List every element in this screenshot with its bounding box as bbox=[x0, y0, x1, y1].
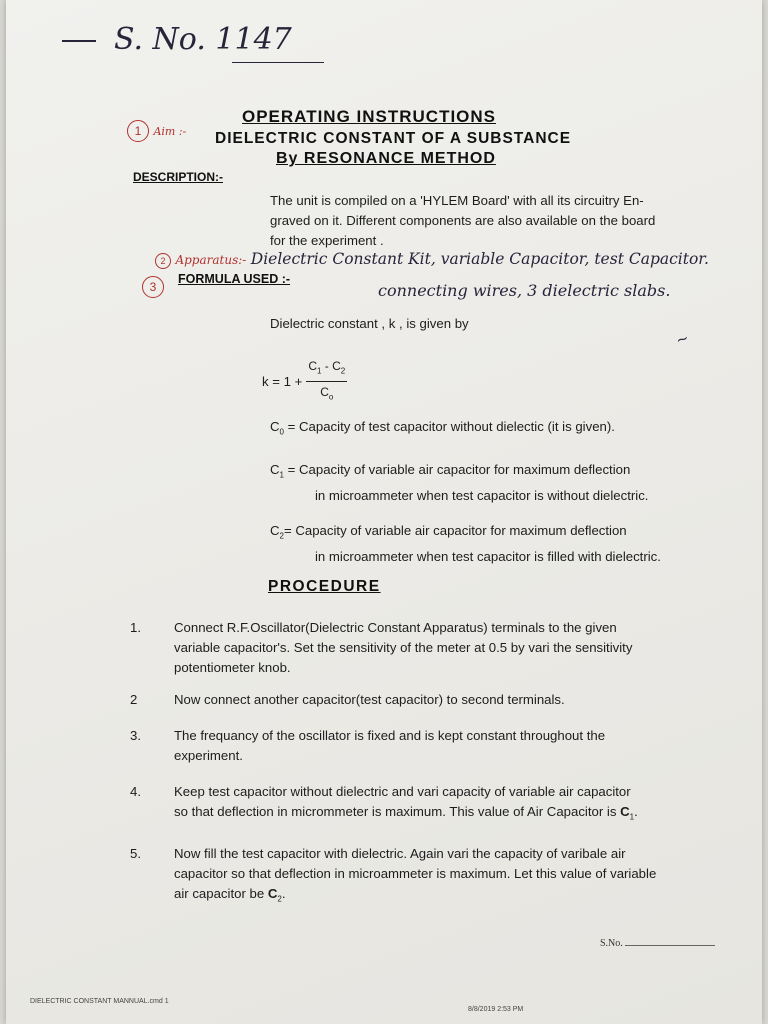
c2-text: = Capacity of variable air capacitor for maximum deflection bbox=[283, 523, 627, 538]
c1-definition bbox=[270, 460, 648, 506]
c0-subscript: 0 bbox=[279, 427, 284, 437]
c2-subscript: 2 bbox=[277, 894, 282, 904]
footer-sno bbox=[600, 938, 715, 949]
equation-lhs: k = 1 + bbox=[262, 373, 303, 389]
title-operating-instructions: OPERATING INSTRUCTIONS bbox=[242, 107, 497, 126]
formula-label: FORMULA USED :- bbox=[178, 272, 291, 286]
apparatus-annotation bbox=[155, 250, 709, 269]
serial-underline bbox=[232, 62, 324, 63]
denominator-c: C bbox=[320, 385, 329, 400]
numerator-sub2: 2 bbox=[340, 366, 346, 376]
step-line: potentiometer knob. bbox=[174, 660, 291, 675]
procedure-step bbox=[130, 782, 750, 828]
equation-fraction bbox=[306, 356, 347, 408]
numerator-c1: C bbox=[308, 359, 317, 373]
apparatus-label: Apparatus:- bbox=[175, 253, 247, 267]
step-line: Keep test capacitor without dielectric and vari capacity of variable air capacitor bbox=[174, 784, 631, 799]
c1-symbol: C bbox=[270, 462, 280, 477]
step-line: experiment. bbox=[174, 748, 243, 763]
step-line-text: so that deflection in micrommeter is maximum. This value of Air Capacitor is bbox=[174, 804, 621, 819]
procedure-step bbox=[130, 618, 750, 678]
denominator-sub: o bbox=[328, 392, 334, 402]
formula-circle: 3 bbox=[142, 276, 164, 298]
step-punct: . bbox=[634, 804, 638, 819]
step-text bbox=[174, 726, 605, 766]
footer-sno-label: S.No. bbox=[600, 938, 623, 949]
step-number: 2 bbox=[130, 692, 138, 707]
checkmark-icon: ~ bbox=[673, 328, 692, 350]
aim-circle: 1 bbox=[127, 120, 149, 142]
aim-label: Aim :- bbox=[153, 125, 187, 138]
step-line: The frequancy of the oscillator is fixed and is kept constant throughout the bbox=[174, 728, 606, 743]
step-line bbox=[174, 884, 656, 910]
step-line-text: air capacitor be bbox=[174, 885, 268, 901]
procedure-step bbox=[130, 726, 750, 766]
apparatus-circle: 2 bbox=[155, 253, 171, 269]
step-line: capacitor so that deflection in microammeter is maximum. Let this value of variable bbox=[174, 865, 657, 881]
step-line: Now fill the test capacitor with dielectric. Again vari the capacity of varibale air bbox=[174, 845, 626, 861]
footer-right: 8/8/2019 2:53 PM bbox=[468, 1006, 524, 1013]
step-number: 5. bbox=[130, 845, 141, 861]
description-label: DESCRIPTION:- bbox=[133, 170, 223, 184]
c2-text-cont: in microammeter when test capacitor is filled with dielectric. bbox=[315, 548, 661, 564]
step-text bbox=[174, 844, 656, 910]
fraction-denominator bbox=[306, 382, 347, 407]
title-resonance-method: By RESONANCE METHOD bbox=[276, 150, 496, 167]
c2-definition bbox=[270, 521, 661, 567]
step-text bbox=[174, 690, 565, 710]
description-line: for the experiment . bbox=[270, 233, 384, 248]
c1-subscript: 1 bbox=[279, 470, 284, 480]
fraction-numerator bbox=[306, 356, 347, 382]
apparatus-text-line2: connecting wires, 3 dielectric slabs. bbox=[378, 281, 671, 300]
procedure-title: PROCEDURE bbox=[268, 578, 381, 595]
description-line: graved on it. Different components are also available on the board bbox=[270, 213, 656, 228]
title-dielectric-constant: DIELECTRIC CONSTANT OF A SUBSTANCE bbox=[215, 130, 572, 147]
description-line: The unit is compiled on a 'HYLEM Board' with all its circuitry En- bbox=[270, 193, 644, 208]
serial-number bbox=[62, 22, 292, 57]
procedure-step bbox=[130, 844, 750, 910]
numerator-minus-c2: - C bbox=[321, 359, 341, 373]
c1-text-cont: in microammeter when test capacitor is without dielectric. bbox=[315, 487, 649, 503]
footer-left: DIELECTRIC CONSTANT MANNUAL.cmd 1 bbox=[30, 998, 169, 1005]
c1-subscript: 1 bbox=[629, 812, 635, 822]
c2-symbol: C bbox=[267, 885, 278, 901]
c0-text: = Capacity of test capacitor without dielectic (it is given). bbox=[283, 419, 615, 434]
step-line bbox=[174, 802, 638, 828]
description-block bbox=[270, 191, 740, 251]
formula-equation bbox=[262, 356, 347, 408]
procedure-list bbox=[130, 618, 750, 909]
numerator-sub1: 1 bbox=[317, 366, 322, 376]
step-number: 1. bbox=[130, 620, 141, 635]
formula-intro: Dielectric constant , k , is given by bbox=[270, 316, 469, 331]
serial-text: S. No. 1147 bbox=[114, 22, 292, 57]
procedure-step bbox=[130, 690, 750, 710]
step-line: Connect R.F.Oscillator(Dielectric Constant Apparatus) terminals to the given bbox=[174, 620, 617, 635]
c1-symbol: C bbox=[620, 804, 630, 819]
aim-annotation bbox=[127, 120, 186, 142]
apparatus-text: Dielectric Constant Kit, variable Capacitor, test Capacitor. bbox=[250, 250, 709, 268]
formula-circle-wrap bbox=[142, 276, 164, 298]
c2-symbol: C bbox=[270, 523, 280, 538]
c1-text: = Capacity of variable air capacitor for maximum deflection bbox=[283, 462, 631, 477]
step-punct: . bbox=[281, 885, 286, 901]
step-number: 4. bbox=[130, 784, 141, 799]
c0-definition bbox=[270, 417, 615, 443]
c0-symbol: C bbox=[270, 419, 280, 434]
step-text bbox=[174, 782, 638, 828]
step-text bbox=[174, 618, 632, 678]
step-number: 3. bbox=[130, 728, 141, 743]
step-line: Now connect another capacitor(test capacitor) to second terminals. bbox=[174, 692, 565, 707]
dash-mark bbox=[62, 40, 96, 42]
footer-sno-line bbox=[625, 945, 715, 946]
c2-subscript: 2 bbox=[279, 531, 284, 541]
step-line: variable capacitor's. Set the sensitivity of the meter at 0.5 by vari the sensitivity bbox=[174, 640, 633, 655]
